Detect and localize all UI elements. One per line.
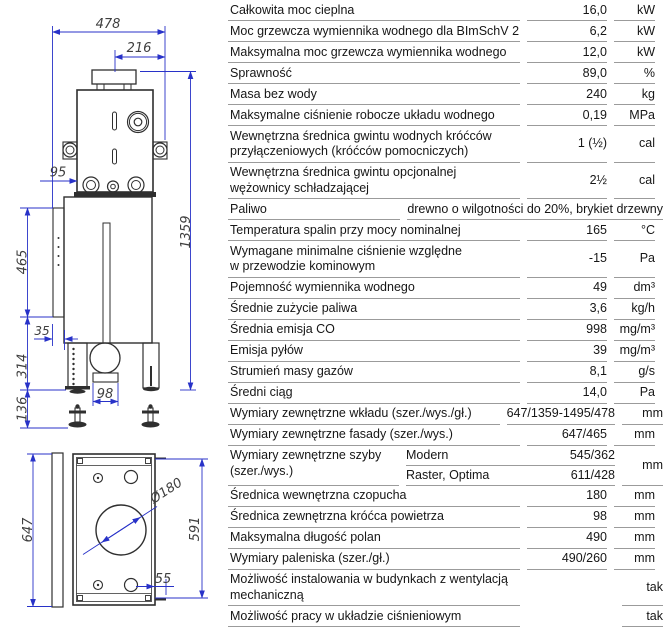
spec-label: Wymiary zewnętrzne fasady (szer./wys.) [228, 425, 520, 446]
air-inlet-circle [90, 343, 120, 373]
spec-unit: mm [614, 549, 655, 570]
spec-row [228, 199, 663, 220]
spec-unit: dm³ [614, 278, 655, 299]
spec-value: 3,6 [527, 299, 607, 320]
insert-body-outline [53, 70, 167, 343]
spec-unit: MPa [614, 105, 655, 126]
spec-unit: kW [614, 42, 655, 63]
adjustable-foot-icon [142, 404, 160, 427]
dim-465: 465 [15, 249, 31, 275]
spec-value: -15 [527, 241, 607, 278]
spec-row [228, 105, 663, 126]
spec-value: 240 [527, 84, 607, 105]
spec-unit: kW [614, 0, 655, 21]
spec-row [228, 241, 663, 278]
dim-136: 136 [15, 396, 31, 422]
spec-table [228, 0, 663, 627]
spec-value: 98 [527, 507, 607, 528]
spec-row [228, 425, 663, 446]
spec-value: 165 [527, 220, 607, 241]
spec-subtable [406, 446, 615, 486]
spec-row [228, 446, 663, 486]
spec-value: drewno o wilgotności do 20%, brykiet drzewny [407, 199, 663, 220]
spec-unit: kW [614, 21, 655, 42]
spec-row [228, 126, 663, 163]
dim-180: Ø180 [147, 475, 186, 508]
water-port-icon [128, 112, 149, 133]
spec-row [228, 383, 663, 404]
spec-label: Maksymalne ciśnienie robocze układu wodnego [228, 105, 520, 126]
spec-label: Wewnętrzna średnica gwintu wodnych króćców przyłączeniowych (króćców pomocniczych) [228, 126, 520, 163]
spec-label: Strumień masy gazów [228, 362, 520, 383]
dim-216: 216 [126, 41, 152, 56]
spec-value: 1 (½) [527, 126, 607, 163]
side-view-drawing [0, 0, 228, 445]
spec-row [228, 278, 663, 299]
spec-row [228, 163, 663, 200]
spec-unit: mm [622, 404, 663, 425]
spec-row [228, 404, 663, 425]
spec-label: Moc grzewcza wymiennika wodnego dla BImSchV 2 [228, 21, 520, 42]
spec-label: Wymagane minimalne ciśnienie względne w przewodzie kominowym [228, 241, 520, 278]
spec-unit: mm [614, 528, 655, 549]
spec-unit: °C [614, 220, 655, 241]
leg-holes [72, 348, 74, 385]
spec-label: Sprawność [228, 63, 520, 84]
spec-label: Średni ciąg [228, 383, 520, 404]
spec-row [228, 486, 663, 507]
spec-subrow [406, 466, 615, 485]
spec-value: 14,0 [527, 383, 607, 404]
spec-unit: cal [614, 163, 655, 200]
spec-unit: kg/h [614, 299, 655, 320]
spec-label: Możliwość pracy w układzie ciśnieniowym [228, 606, 520, 627]
spec-value: 89,0 [527, 63, 607, 84]
spec-value: 8,1 [527, 362, 607, 383]
spec-value: 647/1359-1495/478 [507, 404, 615, 425]
spec-row [228, 0, 663, 21]
spec-unit: cal [614, 126, 655, 163]
spec-unit: % [614, 63, 655, 84]
spec-unit: Pa [614, 383, 655, 404]
spec-value: 180 [527, 486, 607, 507]
spec-row [228, 606, 663, 627]
spec-row [228, 299, 663, 320]
spec-value: 2½ [527, 163, 607, 200]
spec-unit: kg [614, 84, 655, 105]
spec-label: Wymiary zewnętrzne wkładu (szer./wys./gł.) [228, 404, 500, 425]
spec-value: 39 [527, 341, 607, 362]
spec-value: 16,0 [527, 0, 607, 21]
spec-value: 6,2 [527, 21, 607, 42]
spec-label: Maksymalna długość polan [228, 528, 520, 549]
spec-label: Temperatura spalin przy mocy nominalnej [228, 220, 520, 241]
dim-591: 591 [188, 516, 203, 542]
dim-35: 35 [34, 324, 50, 338]
spec-unit: mg/m³ [614, 341, 655, 362]
spec-value: 12,0 [527, 42, 607, 63]
spec-row [228, 220, 663, 241]
spec-unit: mm [614, 507, 655, 528]
spec-row [228, 320, 663, 341]
spec-row [228, 570, 663, 607]
dim-95: 95 [49, 165, 67, 181]
spec-label: Masa bez wody [228, 84, 520, 105]
spec-row [228, 362, 663, 383]
spec-row [228, 21, 663, 42]
spec-label: Średnica wewnętrzna czopucha [228, 486, 520, 507]
spec-label: Średnica zewnętrzna króćca powietrza [228, 507, 520, 528]
spec-value: tak [622, 570, 663, 607]
spec-value: 490 [527, 528, 607, 549]
spec-unit: g/s [614, 362, 655, 383]
spec-value: 998 [527, 320, 607, 341]
spec-unit: mm [614, 425, 655, 446]
spec-subvalue: 545/362 [569, 447, 615, 462]
adjustable-foot-icon [69, 404, 87, 427]
spec-value: 647/465 [527, 425, 607, 446]
spec-row [228, 84, 663, 105]
spec-unit: mg/m³ [614, 320, 655, 341]
dim-98: 98 [96, 387, 114, 402]
spec-value: 0,19 [527, 105, 607, 126]
mounting-holes [94, 471, 138, 592]
spec-label: Możliwość instalowania w budynkach z wentylacją mechaniczną [228, 570, 520, 607]
spec-subrow [406, 446, 615, 466]
spec-row [228, 549, 663, 570]
spec-label: Wewnętrzna średnica gwintu opcjonalnej wężownicy schładzającej [228, 163, 520, 200]
spec-row [228, 341, 663, 362]
spec-subname: Raster, Optima [406, 467, 490, 482]
spec-label: Średnia emisja CO [228, 320, 520, 341]
spec-label: Średnie zużycie paliwa [228, 299, 520, 320]
spec-value: tak [622, 606, 663, 627]
spec-row [228, 42, 663, 63]
spec-subvalue: 611/428 [570, 467, 615, 482]
dim-55: 55 [154, 572, 172, 587]
spec-label: Pojemność wymiennika wodnego [228, 278, 520, 299]
spec-label: Maksymalna moc grzewcza wymiennika wodnego [228, 42, 520, 63]
spec-unit: mm [614, 486, 655, 507]
spec-label: Całkowita moc cieplna [228, 0, 520, 21]
spec-row [228, 63, 663, 84]
spec-value: 490/260 [527, 549, 607, 570]
dim-1359: 1359 [179, 215, 194, 249]
spec-value: 49 [527, 278, 607, 299]
spec-label: Paliwo [228, 199, 400, 220]
spec-row [228, 528, 663, 549]
dim-478: 478 [95, 17, 121, 32]
spec-label: Wymiary paleniska (szer./gł.) [228, 549, 520, 570]
spec-label: Wymiary zewnętrzne szyby (szer./wys.) [228, 446, 399, 486]
dim-314: 314 [15, 353, 31, 379]
top-view-outline [52, 453, 166, 607]
spec-row [228, 507, 663, 528]
top-view-dimensions [21, 454, 208, 607]
spec-label: Emisja pyłów [228, 341, 520, 362]
spec-subname: Modern [406, 447, 449, 462]
top-view-drawing [0, 438, 228, 639]
spec-unit: mm [622, 446, 663, 486]
dim-647: 647 [21, 517, 36, 543]
spec-unit: Pa [614, 241, 655, 278]
